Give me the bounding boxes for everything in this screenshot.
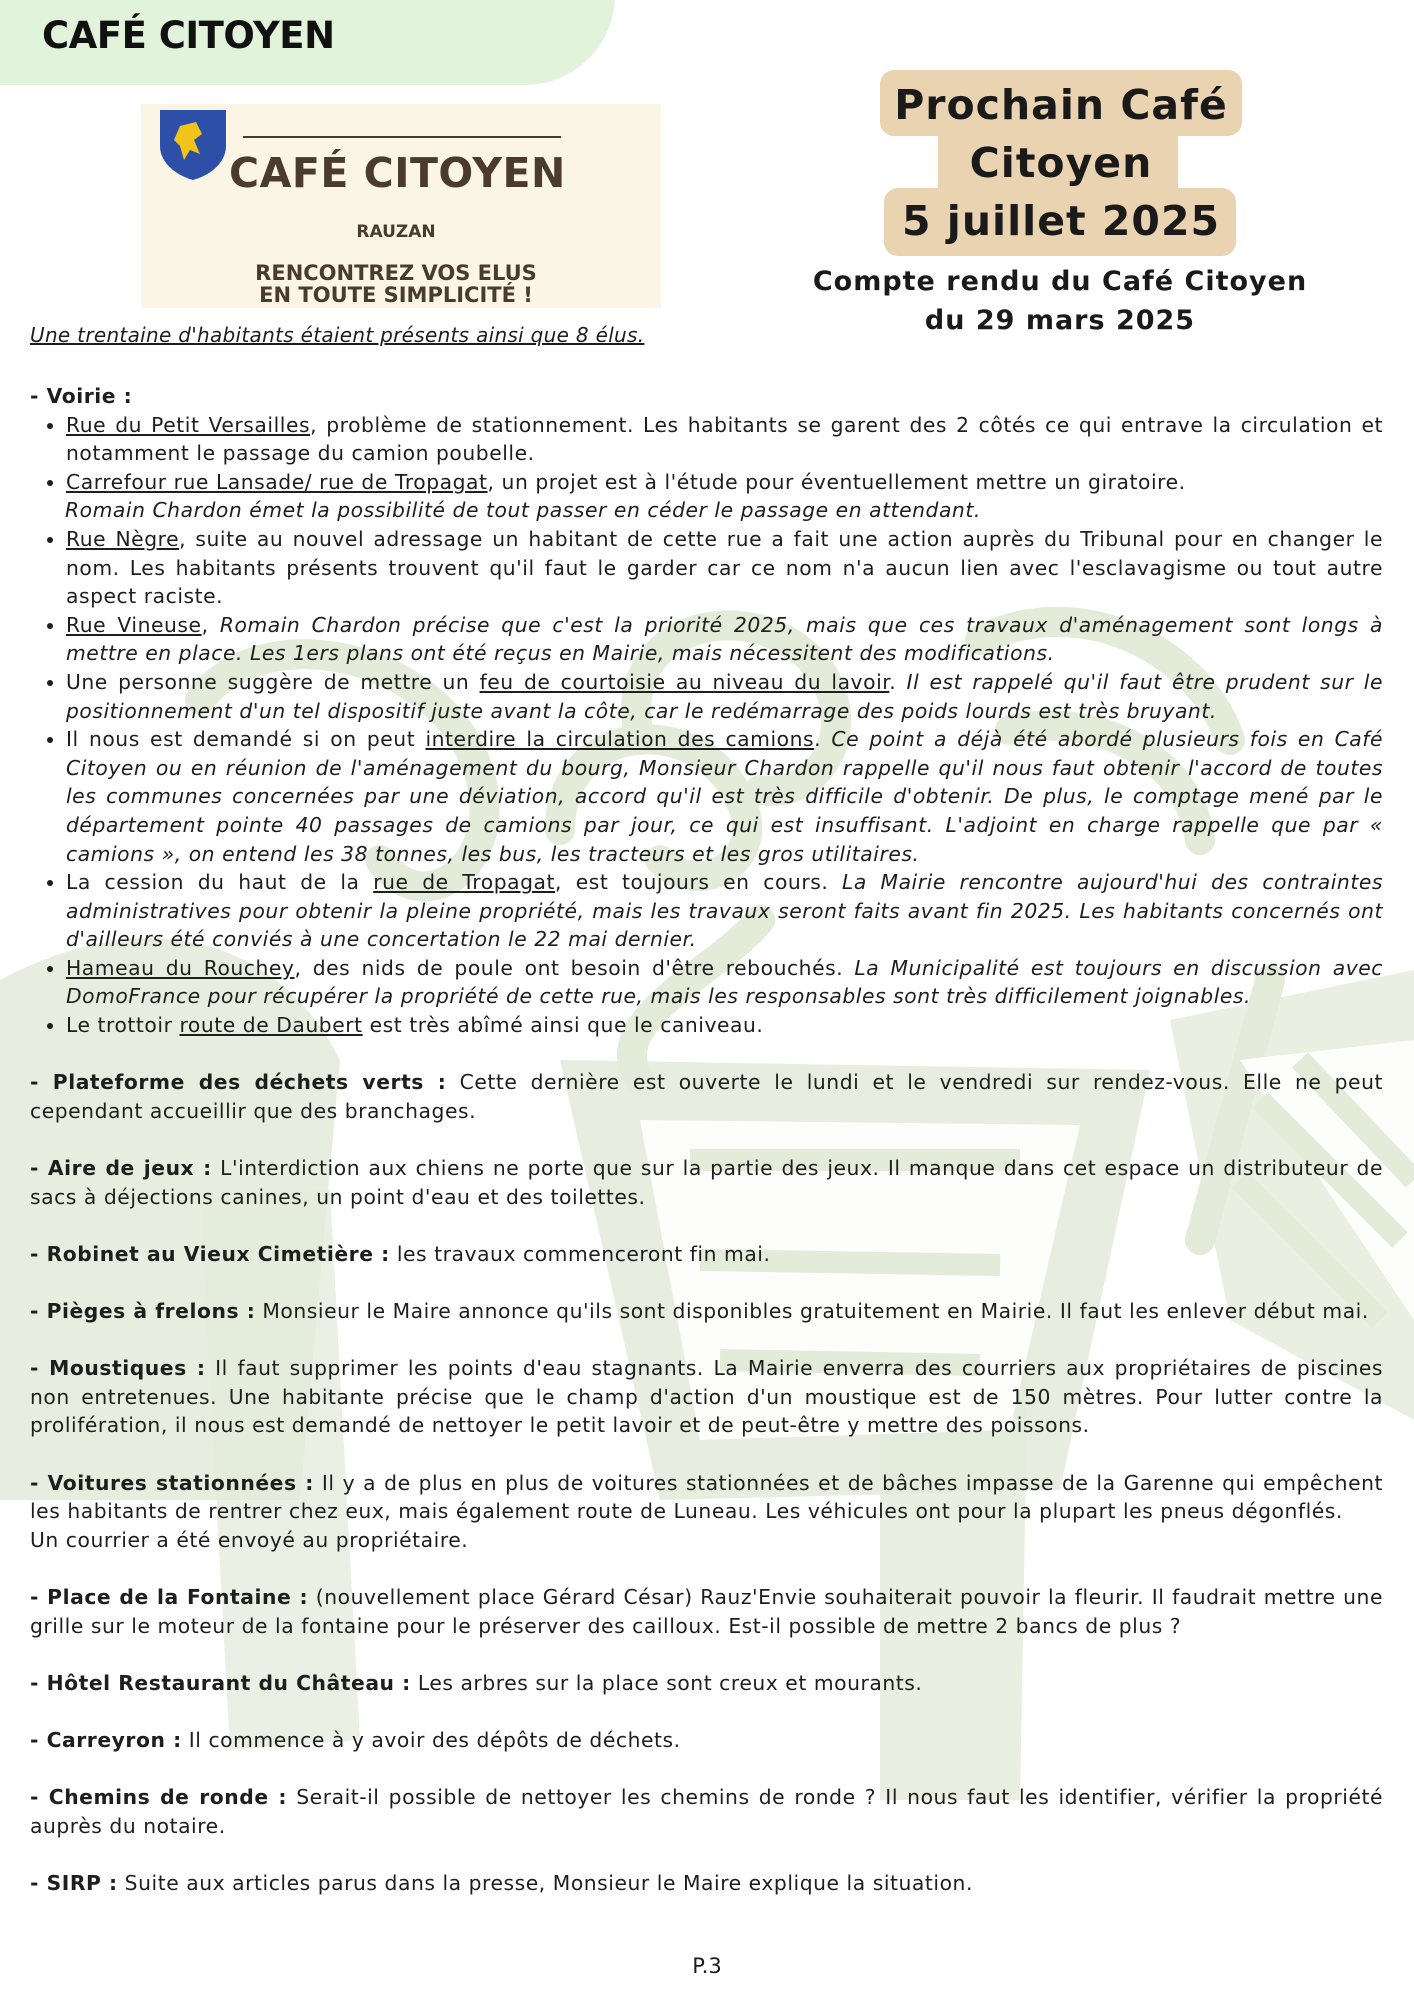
voirie-italic-5: Il est rappelé qu'il faut être prudent sur le positionnement d'un tel dispositif juste avant la côte, car le redémarrage des poids lourds est très bruyant.	[66, 669, 1383, 723]
section-text: Il faut supprimer les points d'eau stagnants. La Mairie enverra des courriers aux propriétaires de piscines non entretenues. Une habitante précise que le champ d'action d'un moustique est de 150 mètres. Pour lutter contre la prolifération, il nous est demandé de nettoyer le petit lavoir et de peut-être y mettre des poissons.	[30, 1356, 1384, 1438]
list-item	[66, 868, 1383, 954]
logo-tagline-line1: RENCONTREZ VOS ELUS	[255, 261, 537, 285]
voirie-link-2: Carrefour rue Lansade/ rue de Tropagat	[66, 469, 488, 494]
voirie-italic-8: La Municipalité est toujours en discussion avec DomoFrance pour récupérer la propriété de cette rue, mais les responsables sont très difficilement joignables.	[66, 955, 1383, 1009]
voirie-list	[30, 411, 1383, 497]
list-item	[66, 668, 1383, 725]
voirie-list-continued	[30, 525, 1383, 1040]
voirie-italic-7: La Mairie rencontre aujourd'hui des contraintes administratives pour obtenir la pleine propriété, mais les travaux seront faits avant fin 2025. Les habitants concernés ont d'ailleurs été conviés à une concertation le 22 mai dernier.	[66, 870, 1383, 952]
cafe-citoyen-logo	[141, 104, 661, 308]
list-item	[66, 611, 1383, 668]
voirie-heading-text: - Voirie :	[30, 384, 133, 408]
voirie-pre-7: La cession du haut de la	[66, 870, 374, 895]
next-cafe-banner	[878, 66, 1244, 256]
voirie-text-2: , un projet est à l'étude pour éventuellement mettre un giratoire.	[487, 469, 1186, 494]
voirie-link-8: Hameau du Rouchey	[66, 955, 295, 980]
voirie-link-6: interdire la circulation des camions	[425, 727, 815, 752]
section-title: - Moustiques :	[30, 1356, 206, 1381]
voirie-link-7: rue de Tropagat	[373, 870, 556, 895]
voirie-link-4: Rue Vineuse	[66, 612, 202, 637]
next-cafe-title	[878, 76, 1244, 250]
section-voitures-extra: Un courrier a été envoyé au propriétaire.	[30, 1527, 469, 1552]
section-frelons	[30, 1297, 1383, 1326]
report-title-line1: Compte rendu du Café Citoyen	[812, 266, 1308, 297]
section-text: L'interdiction aux chiens ne porte que sur la partie des jeux. Il manque dans cet espace un distributeur de sacs à déjections canines, un point d'eau et des toilettes.	[30, 1156, 1383, 1209]
section-chateau	[30, 1669, 1383, 1698]
section-carreyron	[30, 1726, 1383, 1755]
report-title-line2: du 29 mars 2025	[924, 305, 1196, 336]
logo-divider	[243, 136, 561, 138]
section-voitures	[30, 1469, 1383, 1526]
section-title: - Robinet au Vieux Cimetière :	[30, 1241, 390, 1266]
logo-town: RAUZAN	[356, 222, 436, 242]
coat-of-arms-icon	[156, 106, 230, 180]
section-text: les travaux commenceront fin mai.	[389, 1241, 771, 1266]
section-robinet	[30, 1240, 1383, 1269]
voirie-pre-5: Une personne suggère de mettre un	[66, 669, 480, 694]
voirie-italic-6: Ce point a déjà été abordé plusieurs fois en Café Citoyen ou en réunion de l'aménagement du bourg, Monsieur Chardon rappelle qu'il nous faut obtenir l'accord de toutes les communes concernées par une déviation, accord qu'il est très difficile d'obtenir. De plus, le comptage mené par le département pointe 40 passages de camions par jour, ce qui est insuffisant. L'adjoint en charge rappelle que par « camions », on entend les 38 tonnes, les bus, les tracteurs et les gros utilitaires.	[66, 727, 1384, 866]
section-title: - SIRP :	[30, 1870, 118, 1895]
report-body	[30, 382, 1383, 1897]
section-title: - Voitures stationnées :	[30, 1470, 314, 1495]
section-title: - Hôtel Restaurant du Château :	[30, 1670, 411, 1695]
list-item	[66, 725, 1383, 868]
voirie-text-9: est très abîmé ainsi que le caniveau.	[362, 1013, 764, 1038]
section-fontaine	[30, 1583, 1383, 1640]
section-text: Suite aux articles parus dans la presse, Monsieur le Maire explique la situation.	[117, 1870, 973, 1895]
list-item	[66, 954, 1383, 1011]
section-title: - Aire de jeux :	[30, 1156, 212, 1181]
attendance-note: Une trentaine d'habitants étaient présents ainsi que 8 élus.	[30, 323, 645, 347]
voirie-text-7: , est toujours en cours.	[555, 870, 843, 895]
section-text: Il commence à y avoir des dépôts de déchets.	[181, 1727, 681, 1752]
voirie-heading	[30, 382, 1383, 411]
page-number: P.3	[692, 1954, 722, 1978]
list-item	[66, 1011, 1383, 1040]
list-item	[66, 411, 1383, 468]
voirie-italic-4: Romain Chardon précise que c'est la priorité 2025, mais que ces travaux d'aménagement sont longs à mettre en place. Les 1ers plans ont été reçus en Mairie, mais nécessitent des modifications.	[66, 612, 1384, 666]
section-title: - Pièges à frelons :	[30, 1299, 256, 1323]
section-moustiques	[30, 1354, 1383, 1440]
list-item	[66, 525, 1383, 611]
voirie-note: Romain Chardon émet la possibilité de tout passer en céder le passage en attendant.	[65, 498, 981, 523]
section-title: - Chemins de ronde :	[30, 1785, 288, 1810]
section-text: Monsieur le Maire annonce qu'ils sont disponibles gratuitement en Mairie. Il faut les enlever début mai.	[255, 1299, 1369, 1323]
next-cafe-line1: Prochain Café	[894, 81, 1228, 129]
section-title: - Place de la Fontaine :	[30, 1584, 309, 1609]
section-text: Il y a de plus en plus de voitures stationnées et de bâches impasse de la Garenne qui empêchent les habitants de rentrer chez eux, mais également route de Luneau. Les véhicules ont pour la plupart les pneus dégonflés.	[30, 1470, 1383, 1524]
voirie-pre-9: Le trottoir	[66, 1013, 180, 1038]
section-text: Serait-il possible de nettoyer les chemins de ronde ? Il nous faut les identifier, vérifier la propriété auprès du notaire.	[30, 1785, 1384, 1838]
voirie-pre-6: Il nous est demandé si on peut	[66, 727, 426, 752]
section-title: - Plateforme des déchets verts :	[30, 1070, 447, 1095]
next-cafe-line2: Citoyen	[969, 139, 1153, 187]
voirie-link-3: Rue Nègre	[66, 526, 180, 551]
section-aire-de-jeux	[30, 1154, 1383, 1211]
voirie-link-5: feu de courtoisie au niveau du lavoir	[479, 669, 890, 694]
section-text: (nouvellement place Gérard César) Rauz'Envie souhaiterait pouvoir la fleurir. Il faudrait mettre une grille sur le moteur de la fontaine pour le préserver des cailloux. Est-il possible de mettre 2 bancs de plus ?	[30, 1584, 1383, 1638]
logo-title: CAFÉ CITOYEN	[229, 149, 566, 197]
voirie-text-5: .	[889, 669, 907, 694]
voirie-link-1: Rue du Petit Versailles	[66, 412, 311, 437]
section-title: - Carreyron :	[30, 1727, 182, 1752]
section-dechets-verts	[30, 1068, 1383, 1125]
voirie-text-4: ,	[201, 612, 220, 637]
section-text: Les arbres sur la place sont creux et mourants.	[410, 1670, 923, 1695]
list-item	[66, 468, 1383, 497]
report-title	[780, 262, 1340, 340]
section-text: Cette dernière est ouverte le lundi et le vendredi sur rendez-vous. Elle ne peut cependant accueillir que des branchages.	[30, 1070, 1383, 1123]
next-cafe-date: 5 juillet 2025	[902, 197, 1220, 245]
section-chemins	[30, 1783, 1383, 1840]
voirie-text-6: .	[814, 727, 832, 752]
voirie-link-9: route de Daubert	[179, 1013, 363, 1038]
voirie-text-1: , problème de stationnement. Les habitants se garent des 2 côtés ce qui entrave la circulation et notamment le passage du camion poubelle.	[66, 412, 1383, 466]
logo-tagline-line2: EN TOUTE SIMPLICITÉ !	[259, 283, 533, 307]
voirie-text-3: , suite au nouvel adressage un habitant de cette rue a fait une action auprès du Tribunal pour en changer le nom. Les habitants présents trouvent qu'il faut le garder car ce nom n'a aucun lien avec l'esclavagisme ou tout autre aspect raciste.	[66, 526, 1383, 609]
section-sirp	[30, 1869, 1383, 1898]
voirie-text-8: , des nids de poule ont besoin d'être rebouchés.	[294, 955, 855, 980]
brand-title: CAFÉ CITOYEN	[42, 14, 335, 57]
logo-tagline	[141, 262, 651, 306]
